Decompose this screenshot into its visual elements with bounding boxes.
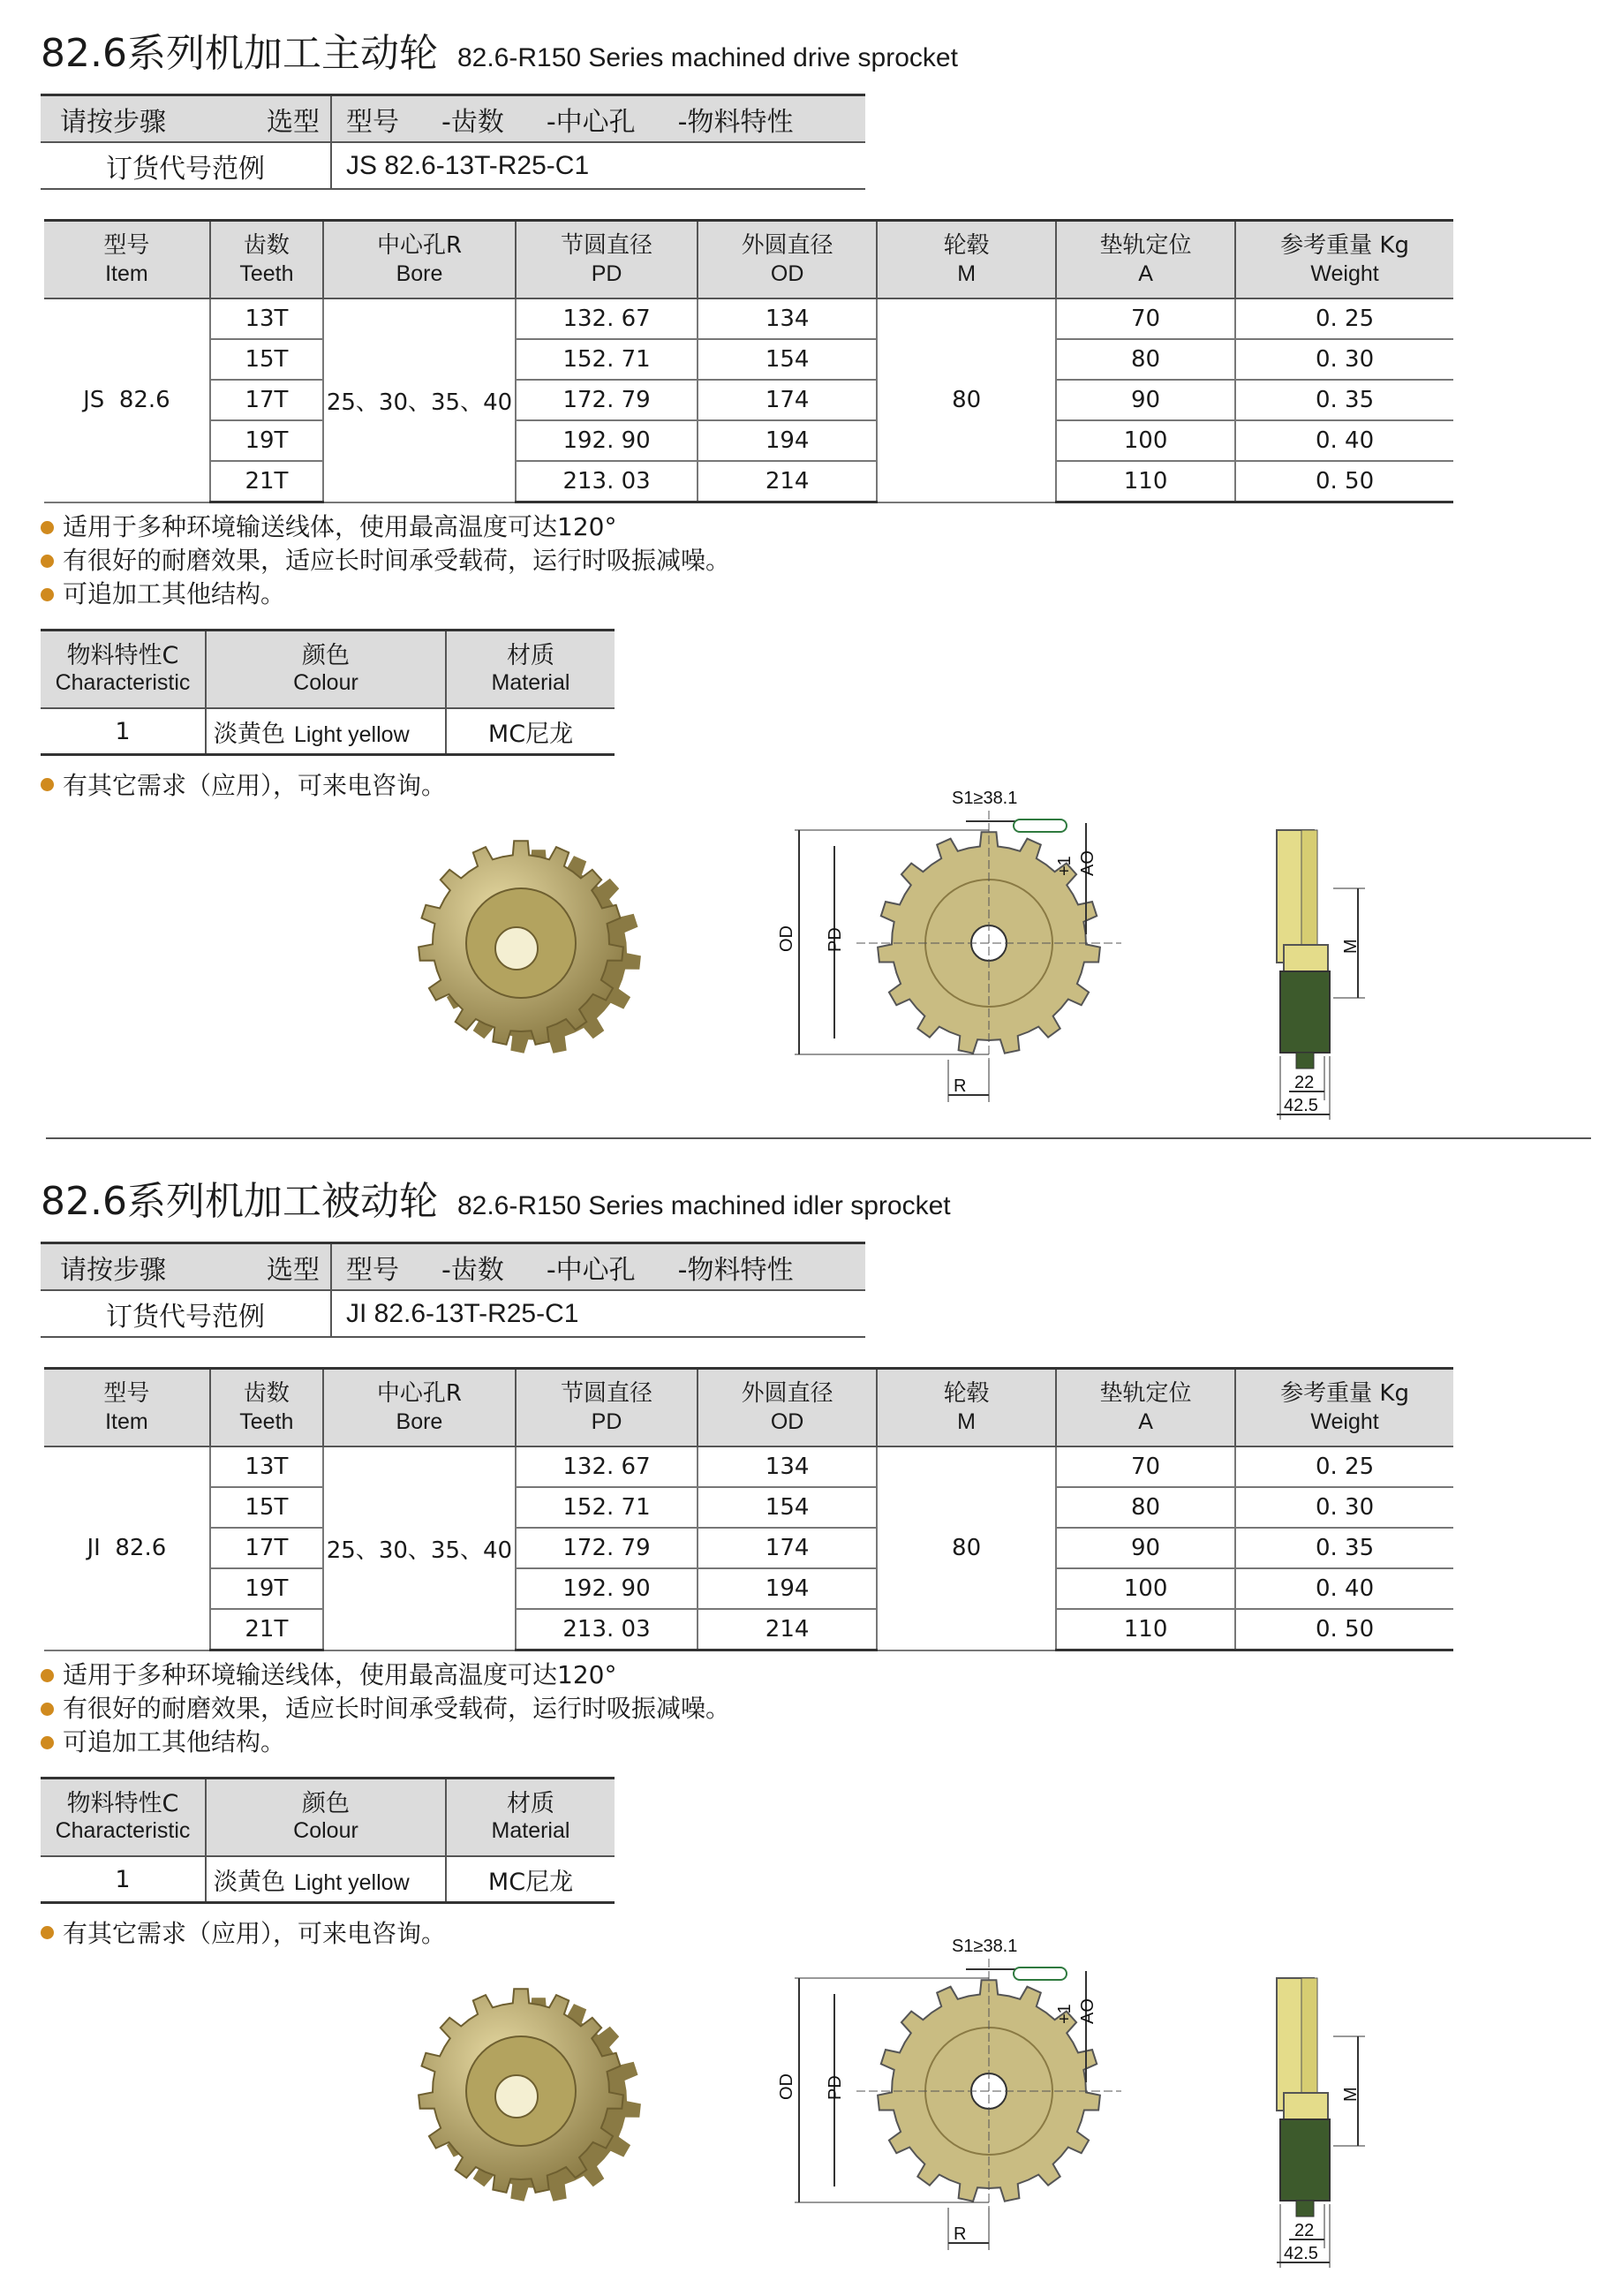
teeth-cell: 17T — [210, 1528, 323, 1568]
hub-cell: 80 — [877, 298, 1056, 502]
od-cell: 194 — [698, 1568, 877, 1609]
od-cell: 194 — [698, 420, 877, 461]
colour-en: Light yellow — [294, 721, 410, 747]
pd-cell: 172. 79 — [516, 380, 698, 420]
order-example-label: 订货代号范例 — [41, 142, 331, 189]
note-text: 有其它需求（应用），可来电咨询。 — [63, 771, 447, 800]
side-view-drawing — [1277, 830, 1365, 1120]
spec-header-en: Weight — [1310, 1409, 1379, 1434]
hub-cell: 80 — [877, 1446, 1056, 1650]
sprocket-section — [0, 1148, 1614, 2296]
material-header-en: Colour — [293, 670, 358, 695]
order-field: -物料特性 — [677, 106, 794, 138]
od-cell: 214 — [698, 1609, 877, 1650]
feature-text: 适用于多种环境输送线体，使用最高温度可达120° — [63, 1660, 617, 1689]
title-cn: 82.6系列机加工主动轮 — [41, 31, 438, 76]
pd-cell: 213. 03 — [516, 461, 698, 502]
a-cell: 110 — [1056, 461, 1235, 502]
spec-header-cn: 中心孔R — [376, 232, 463, 259]
spec-header-en: A — [1138, 1409, 1153, 1434]
order-example-value: JS 82.6-13T-R25-C1 — [331, 142, 865, 189]
weight-cell: 0. 35 — [1235, 380, 1453, 420]
pd-cell: 192. 90 — [516, 1568, 698, 1609]
od-cell: 134 — [698, 298, 877, 339]
sprocket-3d-image — [419, 1989, 641, 2202]
weight-cell: 0. 30 — [1235, 339, 1453, 380]
a-cell: 90 — [1056, 1528, 1235, 1568]
material-header-cn: 颜色 — [302, 642, 350, 669]
dim-plus1: +1 — [1055, 856, 1075, 876]
dim-ao: AO — [1078, 1998, 1097, 2024]
pd-cell: 213. 03 — [516, 1609, 698, 1650]
material-header-en: Characteristic — [55, 670, 191, 695]
od-cell: 174 — [698, 1528, 877, 1568]
spec-header-en: Item — [105, 261, 148, 286]
spec-header-cn: 型号 — [103, 1380, 150, 1407]
dim-42-5: 42.5 — [1284, 2244, 1318, 2263]
order-field: -齿数 — [441, 106, 504, 138]
weight-cell: 0. 30 — [1235, 1487, 1453, 1528]
sprocket-3d-image — [419, 841, 641, 1054]
spec-header-en: Item — [105, 1409, 148, 1434]
pd-cell: 132. 67 — [516, 298, 698, 339]
spec-header-cn: 齿数 — [243, 232, 290, 259]
material-header-en: Material — [491, 670, 570, 695]
order-field: -物料特性 — [677, 1254, 794, 1286]
material-header-cn: 物料特性C — [66, 642, 179, 669]
dim-pd: PD — [826, 927, 845, 952]
spec-header-en: Bore — [396, 261, 443, 286]
colour-cn: 淡黄色 — [214, 1868, 285, 1896]
side-view-drawing — [1277, 1978, 1365, 2268]
od-cell: 134 — [698, 1446, 877, 1487]
dim-ao: AO — [1078, 850, 1097, 876]
weight-cell: 0. 50 — [1235, 1609, 1453, 1650]
order-field: -中心孔 — [546, 1254, 636, 1286]
teeth-cell: 15T — [210, 339, 323, 380]
item-cell: JI 82.6 — [44, 1446, 210, 1650]
teeth-cell: 15T — [210, 1487, 323, 1528]
dim-22: 22 — [1294, 1073, 1315, 1092]
note-text: 有其它需求（应用），可来电咨询。 — [63, 1919, 447, 1948]
a-cell: 90 — [1056, 380, 1235, 420]
spec-header-en: Weight — [1310, 261, 1379, 286]
pd-cell: 152. 71 — [516, 339, 698, 380]
material-header-en: Material — [491, 1818, 570, 1843]
weight-cell: 0. 25 — [1235, 298, 1453, 339]
dim-42-5: 42.5 — [1284, 1096, 1318, 1115]
feature-text: 适用于多种环境输送线体，使用最高温度可达120° — [63, 512, 617, 541]
a-cell: 100 — [1056, 420, 1235, 461]
a-cell: 70 — [1056, 298, 1235, 339]
spec-header-cn: 中心孔R — [376, 1380, 462, 1407]
spec-header-en: OD — [770, 1409, 804, 1434]
teeth-cell: 21T — [210, 1609, 323, 1650]
teeth-cell: 21T — [210, 461, 323, 502]
order-field: -齿数 — [441, 1254, 504, 1286]
spec-header-cn: 参考重量 Kg — [1280, 1380, 1409, 1407]
spec-header-en: Bore — [396, 1409, 443, 1434]
teeth-cell: 13T — [210, 1446, 323, 1487]
spec-header-cn: 节圆直径 — [561, 1380, 653, 1407]
item-cell: JS 82.6 — [44, 298, 210, 502]
od-cell: 154 — [698, 339, 877, 380]
front-view-drawing — [777, 1937, 1121, 2250]
title-en: 82.6-R150 Series machined drive sprocket — [456, 43, 958, 72]
material-header-en: Colour — [293, 1818, 358, 1843]
dim-od: OD — [777, 2073, 796, 2100]
pd-cell: 152. 71 — [516, 1487, 698, 1528]
spec-header-en: OD — [770, 261, 804, 286]
drawings — [0, 1148, 1614, 2296]
teeth-cell: 19T — [210, 420, 323, 461]
order-example-label: 订货代号范例 — [41, 1290, 331, 1337]
order-field: -中心孔 — [546, 106, 636, 138]
spec-header-cn: 节圆直径 — [561, 232, 653, 259]
spec-header-cn: 型号 — [103, 232, 150, 259]
od-cell: 154 — [698, 1487, 877, 1528]
a-cell: 80 — [1056, 339, 1235, 380]
weight-cell: 0. 40 — [1235, 1568, 1453, 1609]
steps-label-b: 选型 — [267, 1254, 320, 1286]
feature-text: 有很好的耐磨效果，适应长时间承受载荷，运行时吸振减噪。 — [63, 546, 731, 575]
weight-cell: 0. 35 — [1235, 1528, 1453, 1568]
dim-plus1: +1 — [1055, 2004, 1075, 2024]
colour-cn: 淡黄色 — [214, 720, 285, 748]
pd-cell: 172. 79 — [516, 1528, 698, 1568]
title-en: 82.6-R150 Series machined idler sprocket — [456, 1191, 951, 1220]
weight-cell: 0. 40 — [1235, 420, 1453, 461]
dim-s1: S1≥38.1 — [952, 789, 1018, 808]
spec-header-en: Teeth — [239, 1409, 294, 1434]
a-cell: 110 — [1056, 1609, 1235, 1650]
dim-m: M — [1341, 939, 1361, 954]
spec-header-en: M — [957, 261, 977, 286]
spec-header-cn: 轮毂 — [943, 1380, 990, 1407]
spec-header-cn: 外圆直径 — [741, 232, 833, 259]
bore-cell: 25、30、35、40 — [323, 298, 516, 502]
dim-22: 22 — [1294, 2221, 1315, 2240]
steps-label-a: 请按步骤 — [60, 106, 166, 138]
feature-text: 可追加工其他结构。 — [63, 579, 286, 608]
steps-label-b: 选型 — [267, 106, 320, 138]
pd-cell: 192. 90 — [516, 420, 698, 461]
spec-header-en: Teeth — [239, 261, 294, 286]
a-cell: 100 — [1056, 1568, 1235, 1609]
material-header-cn: 颜色 — [302, 1790, 350, 1817]
characteristic-cell: 1 — [41, 1856, 206, 1903]
material-cell: MC尼龙 — [446, 1856, 615, 1903]
material-header-cn: 材质 — [507, 1790, 554, 1817]
order-field: 型号 — [346, 1254, 399, 1286]
dim-r: R — [954, 2224, 967, 2244]
teeth-cell: 13T — [210, 298, 323, 339]
weight-cell: 0. 50 — [1235, 461, 1453, 502]
material-header-en: Characteristic — [55, 1818, 191, 1843]
bore-cell: 25、30、35、40 — [323, 1446, 516, 1650]
order-example-value: JI 82.6-13T-R25-C1 — [331, 1290, 865, 1337]
material-header-cn: 材质 — [507, 642, 554, 669]
spec-header-cn: 齿数 — [243, 1380, 290, 1407]
spec-header-en: M — [957, 1409, 976, 1434]
od-cell: 174 — [698, 380, 877, 420]
spec-header-cn: 垫轨定位 — [1099, 232, 1192, 259]
spec-header-en: PD — [591, 261, 622, 286]
characteristic-cell: 1 — [41, 708, 206, 755]
section-divider — [46, 1137, 1591, 1139]
teeth-cell: 19T — [210, 1568, 323, 1609]
spec-header-cn: 外圆直径 — [741, 1380, 833, 1407]
material-header-cn: 物料特性C — [66, 1790, 179, 1817]
material-cell: MC尼龙 — [446, 708, 615, 755]
feature-text: 可追加工其他结构。 — [63, 1727, 286, 1756]
dim-od: OD — [777, 925, 796, 952]
spec-header-cn: 轮毂 — [943, 232, 990, 259]
front-view-drawing — [777, 789, 1121, 1102]
pd-cell: 132. 67 — [516, 1446, 698, 1487]
dim-m: M — [1341, 2087, 1361, 2102]
teeth-cell: 17T — [210, 380, 323, 420]
a-cell: 80 — [1056, 1487, 1235, 1528]
dim-pd: PD — [826, 2075, 845, 2100]
spec-header-en: PD — [591, 1409, 622, 1434]
a-cell: 70 — [1056, 1446, 1235, 1487]
dim-r: R — [954, 1076, 967, 1096]
spec-header-en: A — [1138, 261, 1153, 286]
weight-cell: 0. 25 — [1235, 1446, 1453, 1487]
feature-text: 有很好的耐磨效果，适应长时间承受载荷，运行时吸振减噪。 — [63, 1694, 731, 1723]
order-field: 型号 — [346, 106, 399, 138]
spec-header-cn: 垫轨定位 — [1099, 1380, 1192, 1407]
colour-en: Light yellow — [294, 1869, 410, 1895]
od-cell: 214 — [698, 461, 877, 502]
dim-s1: S1≥38.1 — [952, 1937, 1018, 1956]
spec-header-cn: 参考重量 Kg — [1280, 232, 1409, 259]
title-cn: 82.6系列机加工被动轮 — [41, 1179, 438, 1224]
steps-label-a: 请按步骤 — [60, 1254, 166, 1286]
